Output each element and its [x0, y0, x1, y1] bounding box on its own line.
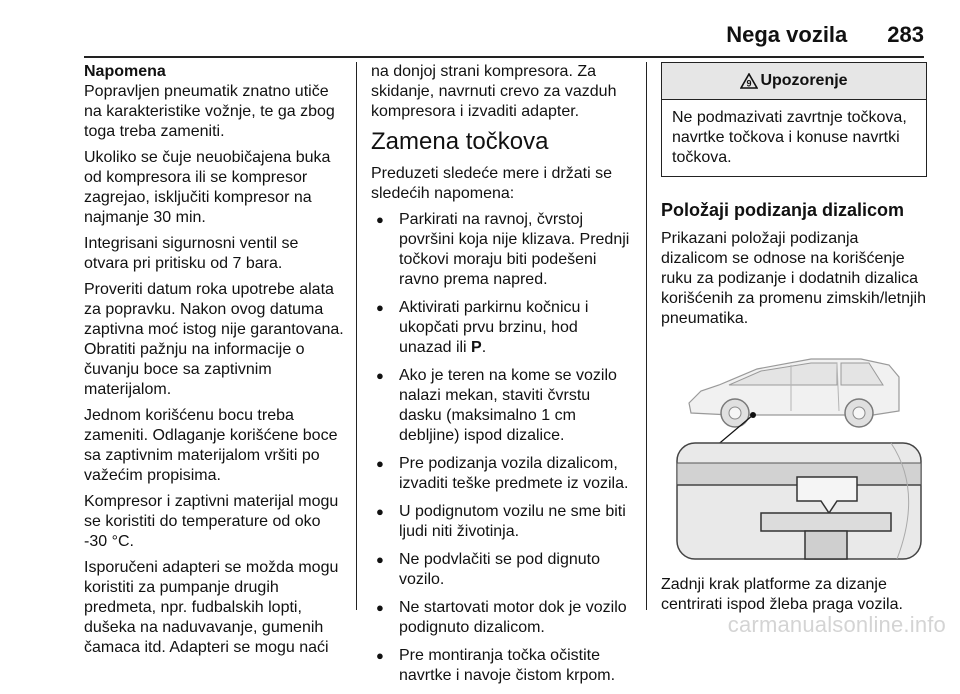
list-item-text: Aktivirati parkirnu kočnicu i ukopčati prvu brzinu, hod unazad ili	[399, 299, 589, 356]
page-number: 283	[887, 22, 924, 47]
warning-title: Upozorenje	[760, 72, 848, 89]
warning-text: Ne podmazivati zavrtnje točkova, navrtke točkova i konuse navrtki točkova.	[672, 109, 907, 166]
list-item: ● U podignutom vozilu ne sme biti ljudi niti životinja.	[371, 502, 633, 542]
list-item: ● Ako je teren na kome se vozilo nalazi mekan, staviti čvrstu dasku (maksimalno 1 cm debljine) ispod dizalice.	[371, 366, 633, 446]
section-heading: Položaji podizanja dizalicom	[661, 200, 905, 220]
paragraph: Popravljen pneumatik znatno utiče na karakteristike vožnje, te ga zbog toga treba zameniti.	[84, 83, 335, 140]
list-item: ● Ne podvlačiti se pod dignuto vozilo.	[371, 550, 633, 590]
column-1	[84, 62, 346, 664]
section-title: Nega vozila	[726, 22, 848, 47]
list-item-text: .	[481, 339, 487, 356]
figure-caption: Zadnji krak platforme za dizanje centrirati ispod žleba praga vozila.	[661, 576, 903, 613]
section-heading: Zamena točkova	[371, 128, 549, 155]
column-3	[661, 62, 927, 621]
warning-icon-number: 9	[746, 78, 752, 89]
warning-triangle-icon	[740, 73, 758, 89]
gear-letter: P	[471, 339, 482, 356]
paragraph: Proveriti datum roka upotrebe alata za popravku. Nakon ovog datuma zaptivna moć istog nije garantovana. Obratiti pažnju na informacije o čuvanju boce sa zaptivnim materijalom.	[84, 281, 344, 398]
warning-box	[661, 62, 927, 177]
watermark: carmanualsonline.info	[727, 612, 946, 637]
jacking-points-illustration	[661, 351, 925, 561]
list-item	[371, 298, 633, 358]
warning-header	[662, 63, 926, 100]
list-item: ● Parkirati na ravnoj, čvrstoj površini koja nije klizava. Prednji točkovi moraju biti podešeni ravno prema napred.	[371, 210, 633, 290]
list-item: ● Ne startovati motor dok je vozilo podignuto dizalicom.	[371, 598, 633, 638]
paragraph: Kompresor i zaptivni materijal mogu se koristiti do temperature od oko -30 °C.	[84, 493, 339, 550]
paragraph: Ukoliko se čuje neuobičajena buka od kompresora ili se kompresor zagrejao, isključiti kompresor na najmanje 30 min.	[84, 149, 331, 226]
column-2	[371, 62, 633, 694]
intro-text: Prikazani položaji podizanja dizalicom se odnose na korišćenje ruku za podizanje i dodatnih dizalica korišćenih za promenu zimskih/letnjih pneumatika.	[661, 230, 926, 327]
paragraph: Jednom korišćenu bocu treba zameniti. Odlaganje korišćene boce sa zaptivnim materijalom vršiti po važećim propisima.	[84, 407, 338, 484]
instruction-list	[371, 210, 633, 686]
column-divider-1	[356, 62, 357, 610]
page-header	[84, 22, 924, 54]
intro-text: Preduzeti sledeće mere i držati se sledećih napomena:	[371, 165, 612, 202]
list-item: ● Pre podizanja vozila dizalicom, izvaditi teške predmete iz vozila.	[371, 454, 633, 494]
paragraph: Integrisani sigurnosni ventil se otvara pri pritisku od 7 bara.	[84, 235, 299, 272]
note-title: Napomena	[84, 63, 166, 80]
column-divider-2	[646, 62, 647, 610]
continuation-text: na donjoj strani kompresora. Za skidanje, navrnuti crevo za vazduh kompresora i izvaditi adapter.	[371, 63, 617, 120]
header-rule	[84, 56, 924, 58]
list-item: ● Pre montiranja točka očistite navrtke i navoje čistom krpom.	[371, 646, 633, 686]
paragraph: Isporučeni adapteri se možda mogu koristiti za pumpanje drugih predmeta, npr. fudbalskih lopti, dušeka na naduvavanje, gumenih čamaca itd. Adapteri se mogu naći	[84, 559, 339, 656]
